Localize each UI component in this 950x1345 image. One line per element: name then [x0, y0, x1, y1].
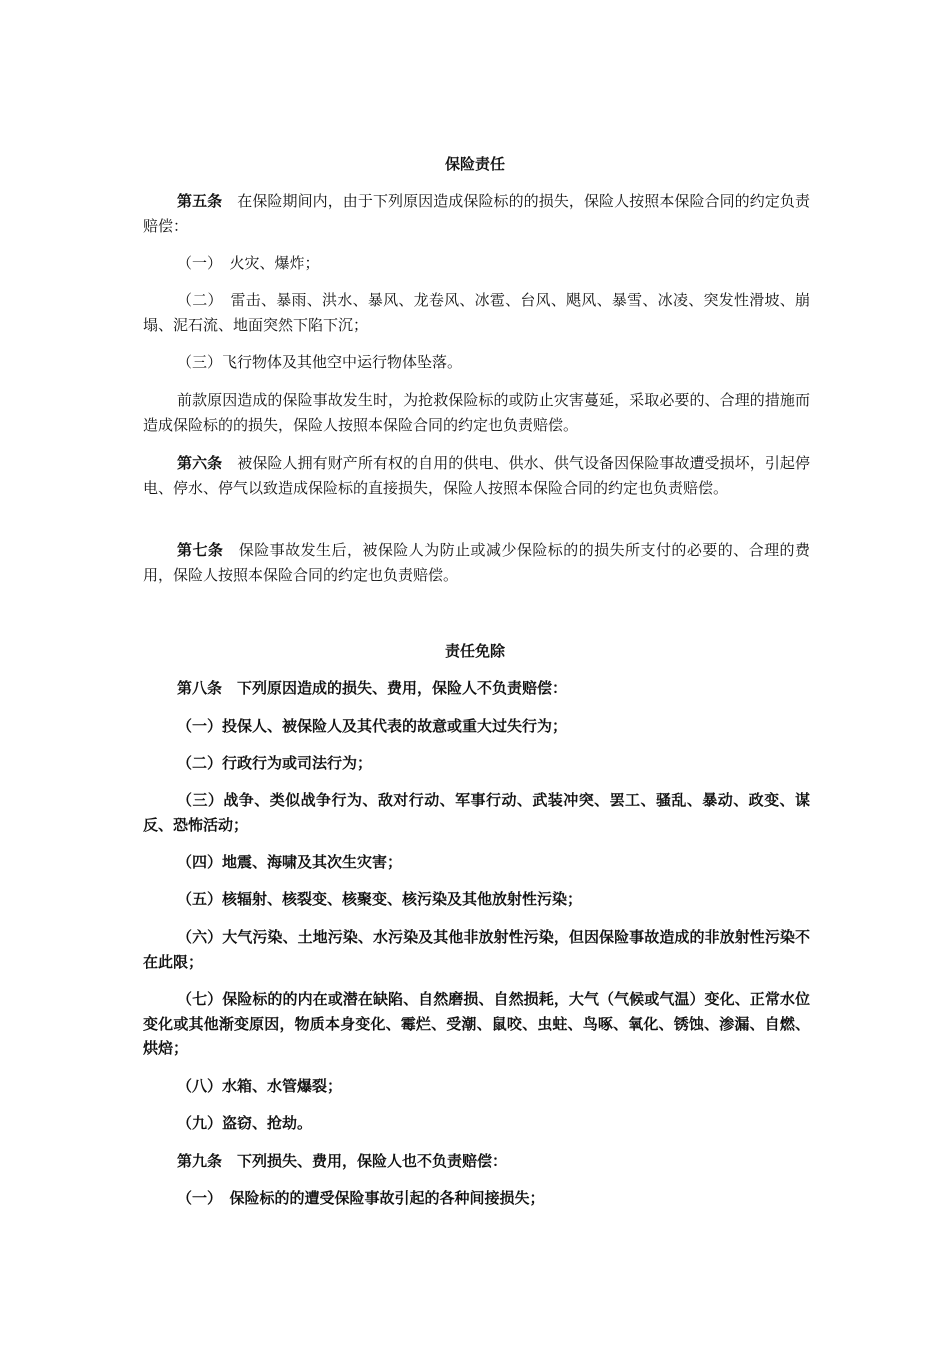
article-5-item-3: （三）飞行物体及其他空中运行物体坠落。 [177, 353, 463, 371]
article-8-item-8: （八）水箱、水管爆裂； [177, 1077, 343, 1095]
article-5 [143, 189, 810, 238]
section-heading-liability: 保险责任 [444, 155, 505, 173]
article-8-item-7: （七）保险标的的内在或潜在缺陷、自然磨损、自然损耗，大气（气候或气温）变化、正常水位变化或其他渐变原因，物质本身变化、霉烂、受潮、鼠咬、虫蛀、鸟啄、氧化、锈蚀、渗漏、自燃、烘焙； [143, 990, 810, 1057]
section-heading-exclusions: 责任免除 [444, 642, 505, 660]
article-7 [143, 538, 810, 587]
article-8-item-9: （九）盗窃、抢劫。 [177, 1114, 313, 1132]
article-5-item-1: （一） 火灾、爆炸； [177, 254, 320, 272]
article-6-text: 被保险人拥有财产所有权的自用的供电、供水、供气设备因保险事故遭受损坏，引起停电、停水、停气以致造成保险标的直接损失，保险人按照本保险合同的约定也负责赔偿。 [143, 454, 810, 497]
article-9: 第九条 下列损失、费用，保险人也不负责赔偿： [177, 1152, 508, 1170]
article-8-item-4: （四）地震、海啸及其次生灾害； [177, 853, 403, 871]
article-8-item-2: （二）行政行为或司法行为； [177, 754, 373, 772]
article-8: 第八条 下列原因造成的损失、费用，保险人不负责赔偿： [177, 679, 568, 697]
article-7-text: 保险事故发生后，被保险人为防止或减少保险标的的损失所支付的必要的、合理的费用，保险人按照本保险合同的约定也负责赔偿。 [143, 541, 810, 584]
article-9-item-1: （一） 保险标的的遭受保险事故引起的各种间接损失； [177, 1189, 545, 1207]
article-8-item-3: （三）战争、类似战争行为、敌对行动、军事行动、武装冲突、罢工、骚乱、暴动、政变、谋反、恐怖活动； [143, 791, 810, 834]
article-8-item-5: （五）核辐射、核裂变、核聚变、核污染及其他放射性污染； [177, 890, 583, 908]
article-6-number: 第六条 [177, 454, 223, 472]
article-5-item-2: （二） 雷击、暴雨、洪水、暴风、龙卷风、冰雹、台风、飓风、暴雪、冰凌、突发性滑坡、崩塌、泥石流、地面突然下陷下沉； [143, 291, 810, 334]
article-6 [143, 451, 810, 500]
article-5-supplement: 前款原因造成的保险事故发生时，为抢救保险标的或防止灾害蔓延，采取必要的、合理的措施而造成保险标的的损失，保险人按照本保险合同的约定也负责赔偿。 [143, 391, 810, 434]
article-5-number: 第五条 [177, 192, 223, 210]
article-8-item-1: （一）投保人、被保险人及其代表的故意或重大过失行为； [177, 717, 568, 735]
article-7-number: 第七条 [177, 541, 224, 559]
article-5-text: 在保险期间内，由于下列原因造成保险标的的损失，保险人按照本保险合同的约定负责赔偿： [143, 192, 810, 235]
article-8-item-6: （六）大气污染、土地污染、水污染及其他非放射性污染，但因保险事故造成的非放射性污染不在此限； [143, 928, 810, 971]
